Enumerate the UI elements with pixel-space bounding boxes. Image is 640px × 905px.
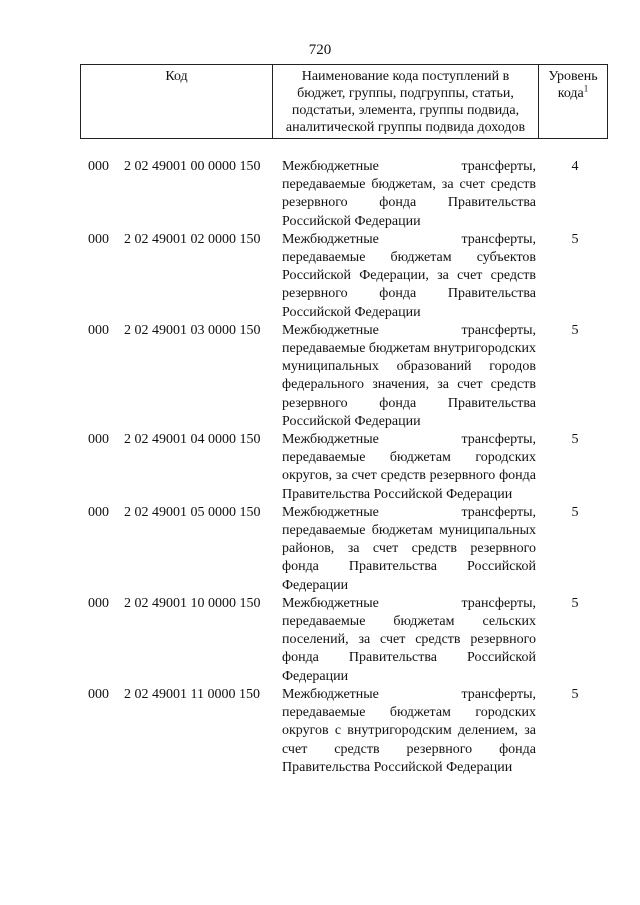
row-level: 5 (571, 322, 579, 338)
row-admin-code: 000 (88, 686, 109, 702)
row-level: 5 (571, 686, 579, 702)
row-admin-code: 000 (88, 159, 109, 174)
header-level: Уровень кода (548, 69, 598, 101)
row-code: 2 02 49001 00 0000 150 (124, 159, 261, 174)
row-code: 2 02 49001 10 0000 150 (124, 595, 261, 611)
row-name: Межбюджетные трансферты, передаваемые бюджетам городских округов, за счет средств резервного фонда Правительства Российской Федерации (282, 432, 536, 502)
table-row (0, 322, 640, 431)
row-level: 5 (571, 432, 579, 448)
row-name: Межбюджетные трансферты, передаваемые бюджетам сельских поселений, за счет средств резервного фонда Правительства Российской Федерации (282, 595, 536, 684)
row-name: Межбюджетные трансферты, передаваемые бюджетам, за счет средств резервного фонда Правительства Российской Федерации (282, 159, 536, 229)
row-admin-code: 000 (88, 322, 109, 338)
row-code: 2 02 49001 02 0000 150 (124, 231, 261, 247)
row-level: 5 (571, 504, 579, 520)
page-number: 720 (308, 42, 332, 58)
row-admin-code: 000 (88, 231, 109, 247)
header-name: Наименование кода поступлений в бюджет, группы, подгруппы, статьи, подстатьи, элемента, группы подвида, аналитической группы подвида доходов (273, 65, 539, 138)
table-row (0, 504, 640, 595)
header-level-footnote: 1 (583, 83, 589, 94)
table-row (0, 595, 640, 686)
row-name: Межбюджетные трансферты, передаваемые бюджетам городских округов с внутригородским делением, за счет средств резервного фонда Правительства Российской Федерации (282, 686, 536, 775)
row-level: 5 (571, 595, 579, 611)
row-name: Межбюджетные трансферты, передаваемые бюджетам субъектов Российской Федерации, за счет средств резервного фонда Правительства Российской Федерации (282, 231, 536, 320)
row-level: 5 (571, 231, 579, 247)
row-level: 4 (571, 159, 579, 174)
header-level-cell (539, 65, 607, 138)
row-admin-code: 000 (88, 595, 109, 611)
header-code: Код (81, 65, 273, 138)
table-row (0, 231, 640, 322)
table-row (0, 158, 640, 231)
row-admin-code: 000 (88, 432, 109, 448)
row-name: Межбюджетные трансферты, передаваемые бюджетам внутригородских муниципальных образований городов федерального значения, за счет средств резервного фонда Правительства Российской Федерации (282, 322, 536, 429)
table-body (0, 158, 640, 777)
row-admin-code: 000 (88, 504, 109, 520)
table-row (0, 431, 640, 504)
table-header (80, 64, 608, 139)
row-code: 2 02 49001 05 0000 150 (124, 504, 261, 520)
table-row (0, 686, 640, 777)
row-name: Межбюджетные трансферты, передаваемые бюджетам муниципальных районов, за счет средств резервного фонда Правительства Российской Федерации (282, 504, 536, 593)
row-code: 2 02 49001 11 0000 150 (124, 686, 260, 702)
row-code: 2 02 49001 04 0000 150 (124, 432, 261, 448)
row-code: 2 02 49001 03 0000 150 (124, 322, 261, 338)
